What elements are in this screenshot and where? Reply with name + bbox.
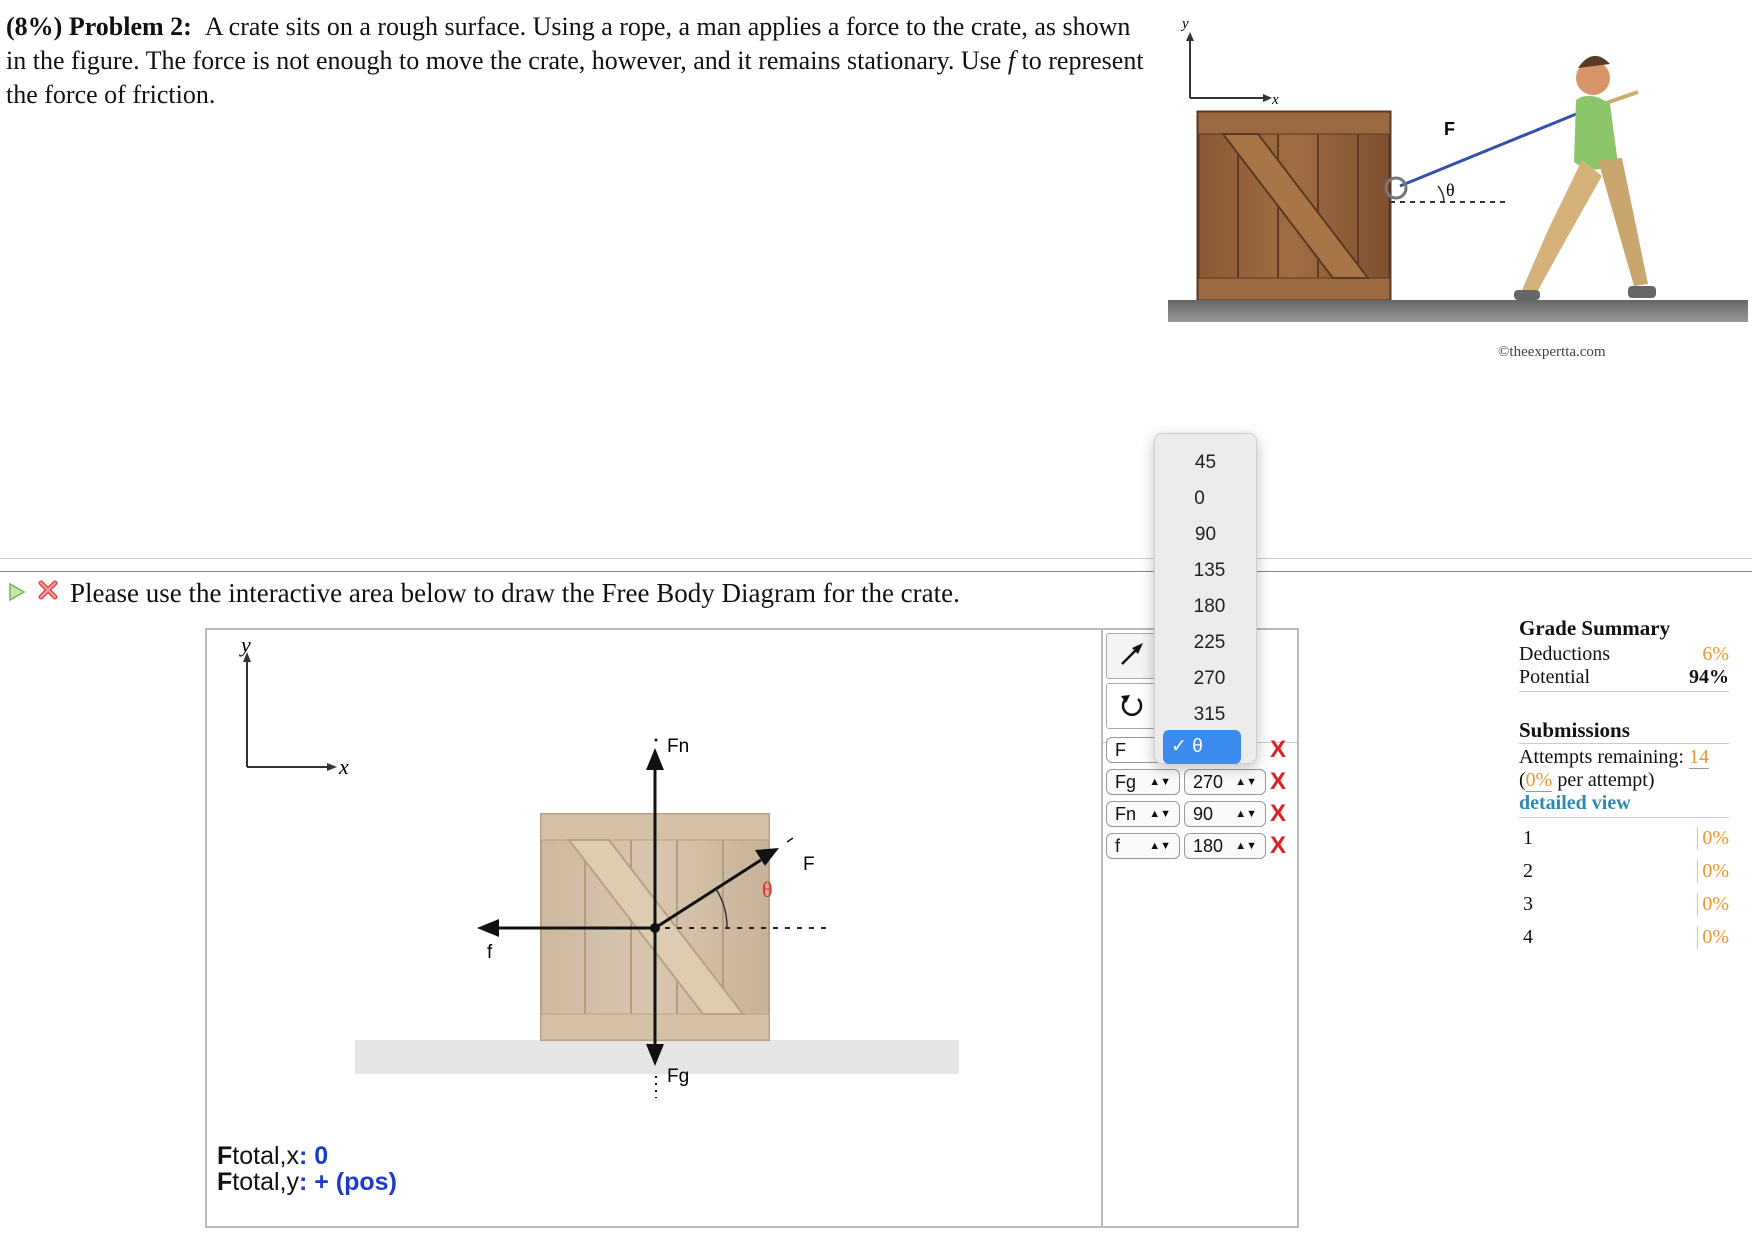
total-y-row: [217, 1169, 397, 1195]
vector-name-select[interactable]: f ▲▼: [1106, 833, 1180, 859]
problem-figure: [1168, 10, 1748, 370]
incorrect-icon: [36, 578, 60, 609]
attempts-row: [1519, 743, 1729, 769]
vector-name-select[interactable]: Fg ▲▼: [1106, 769, 1180, 795]
submission-number: 4: [1523, 926, 1533, 948]
problem-statement: [6, 10, 1156, 112]
per-attempt-label: per attempt): [1557, 769, 1655, 791]
rotate-icon: [1118, 690, 1146, 723]
potential-label: Potential: [1519, 666, 1591, 688]
figure-floor: [1168, 300, 1748, 322]
per-attempt-paren: (: [1519, 769, 1526, 791]
figure-axes: [1180, 16, 1279, 108]
total-x-sub: total,x: [232, 1142, 299, 1170]
vector-angle-select[interactable]: 90 ▲▼: [1184, 801, 1266, 827]
section-divider-bottom: [0, 571, 1752, 572]
submission-row: [1519, 855, 1729, 888]
submission-score: 0%: [1697, 860, 1729, 883]
problem-label: Problem 2:: [68, 12, 192, 41]
potential-value: 94%: [1689, 666, 1729, 688]
figure-crate: [1198, 112, 1390, 300]
total-x-prefix: F: [217, 1142, 233, 1170]
vector-row-Fg: [1106, 768, 1286, 796]
fbd-drawing: [207, 630, 1105, 1226]
problem-percent: (8%): [6, 12, 63, 41]
delete-vector-icon[interactable]: X: [1270, 832, 1287, 859]
deductions-value: 6%: [1702, 643, 1729, 665]
submission-number: 3: [1523, 893, 1533, 915]
delete-vector-icon[interactable]: X: [1270, 800, 1287, 827]
figure-credit: ©theexpertta.com: [1498, 344, 1606, 360]
submission-row: [1519, 822, 1729, 855]
grade-summary-panel: [1519, 616, 1729, 954]
fbd-axis-x: x: [339, 754, 349, 779]
vector-name-select[interactable]: F: [1106, 737, 1180, 763]
fbd-origin-point: [650, 923, 660, 933]
submission-row: [1519, 921, 1729, 954]
arrow-tool-icon: [1118, 640, 1146, 673]
applied-force-label: F: [803, 854, 815, 875]
problem-text: A crate sits on a rough surface. Using a rope, a man applies a force to the crate, as shown in the figure. The force is not enough to move the crate, however, and it remains stationary. Use: [6, 12, 1131, 75]
submission-number: 2: [1523, 860, 1533, 882]
figure-force-label: F: [1444, 119, 1455, 139]
figure-axis-y: y: [1182, 16, 1189, 32]
angle-option[interactable]: 315: [1193, 704, 1226, 725]
submission-score: 0%: [1697, 893, 1729, 916]
total-x-value: : 0: [298, 1142, 329, 1170]
total-y-sub: total,y: [232, 1168, 299, 1196]
total-y-value: : + (pos): [298, 1168, 397, 1196]
figure-angle-arc: [1438, 186, 1444, 202]
vector-row-f: [1106, 832, 1286, 860]
vector-row-Fn: [1106, 800, 1286, 828]
total-y-prefix: F: [217, 1168, 233, 1196]
delete-vector-icon[interactable]: X: [1270, 736, 1287, 763]
vector-angle-select[interactable]: 270 ▲▼: [1184, 769, 1266, 795]
rotate-button[interactable]: [1106, 683, 1158, 729]
per-attempt-value: 0%: [1525, 769, 1553, 791]
figure-rope: [1400, 110, 1586, 186]
submission-score: 0%: [1697, 827, 1729, 850]
fbd-axes: [239, 632, 349, 779]
submissions-list: [1519, 822, 1729, 954]
figure-axis-x: x: [1272, 92, 1279, 108]
grade-summary-title: Grade Summary: [1519, 616, 1671, 640]
deductions-row: [1519, 643, 1729, 666]
angle-dropdown-menu[interactable]: [1154, 433, 1257, 764]
fbd-theta: θ: [762, 877, 773, 902]
fbd-prompt-row: [8, 578, 960, 609]
submissions-title: Submissions: [1519, 718, 1630, 742]
vector-angle-select[interactable]: 180 ▲▼: [1184, 833, 1266, 859]
angle-option[interactable]: 180: [1193, 596, 1226, 617]
attempts-label: Attempts remaining:: [1519, 746, 1684, 768]
section-divider-top: [0, 558, 1752, 559]
deductions-label: Deductions: [1519, 643, 1611, 665]
fbd-canvas[interactable]: [205, 628, 1107, 1228]
angle-option[interactable]: 225: [1193, 632, 1226, 653]
angle-option[interactable]: 270: [1193, 668, 1226, 689]
attempts-value: 14: [1688, 746, 1709, 768]
total-x-row: [217, 1143, 397, 1169]
fg-label: Fg: [667, 1066, 690, 1087]
angle-option[interactable]: 0: [1194, 488, 1205, 509]
angle-option[interactable]: 45: [1194, 452, 1217, 473]
potential-row: [1519, 666, 1729, 692]
per-attempt-row: [1519, 769, 1729, 792]
submission-number: 1: [1523, 827, 1533, 849]
detailed-view-link[interactable]: detailed view: [1519, 792, 1631, 814]
delete-vector-icon[interactable]: X: [1270, 768, 1287, 795]
fn-label: Fn: [667, 736, 690, 757]
angle-option[interactable]: 90: [1194, 524, 1217, 545]
expand-triangle-icon[interactable]: [8, 578, 26, 609]
friction-label: f: [487, 942, 493, 963]
fbd-prompt-text: Please use the interactive area below to draw the Free Body Diagram for the crate.: [70, 578, 960, 608]
friction-symbol: f: [1007, 46, 1016, 75]
angle-option[interactable]: 135: [1193, 560, 1226, 581]
figure-theta: θ: [1446, 180, 1455, 200]
problem-text-end: to represent the force of friction.: [6, 46, 1144, 109]
draw-vector-button[interactable]: [1106, 633, 1158, 679]
vector-name-select[interactable]: Fn ▲▼: [1106, 801, 1180, 827]
force-totals: [217, 1143, 397, 1195]
angle-option-selected[interactable]: ✓ θ: [1163, 730, 1241, 764]
submission-score: 0%: [1697, 926, 1729, 949]
submission-row: [1519, 888, 1729, 921]
fbd-axis-y: y: [241, 632, 251, 657]
